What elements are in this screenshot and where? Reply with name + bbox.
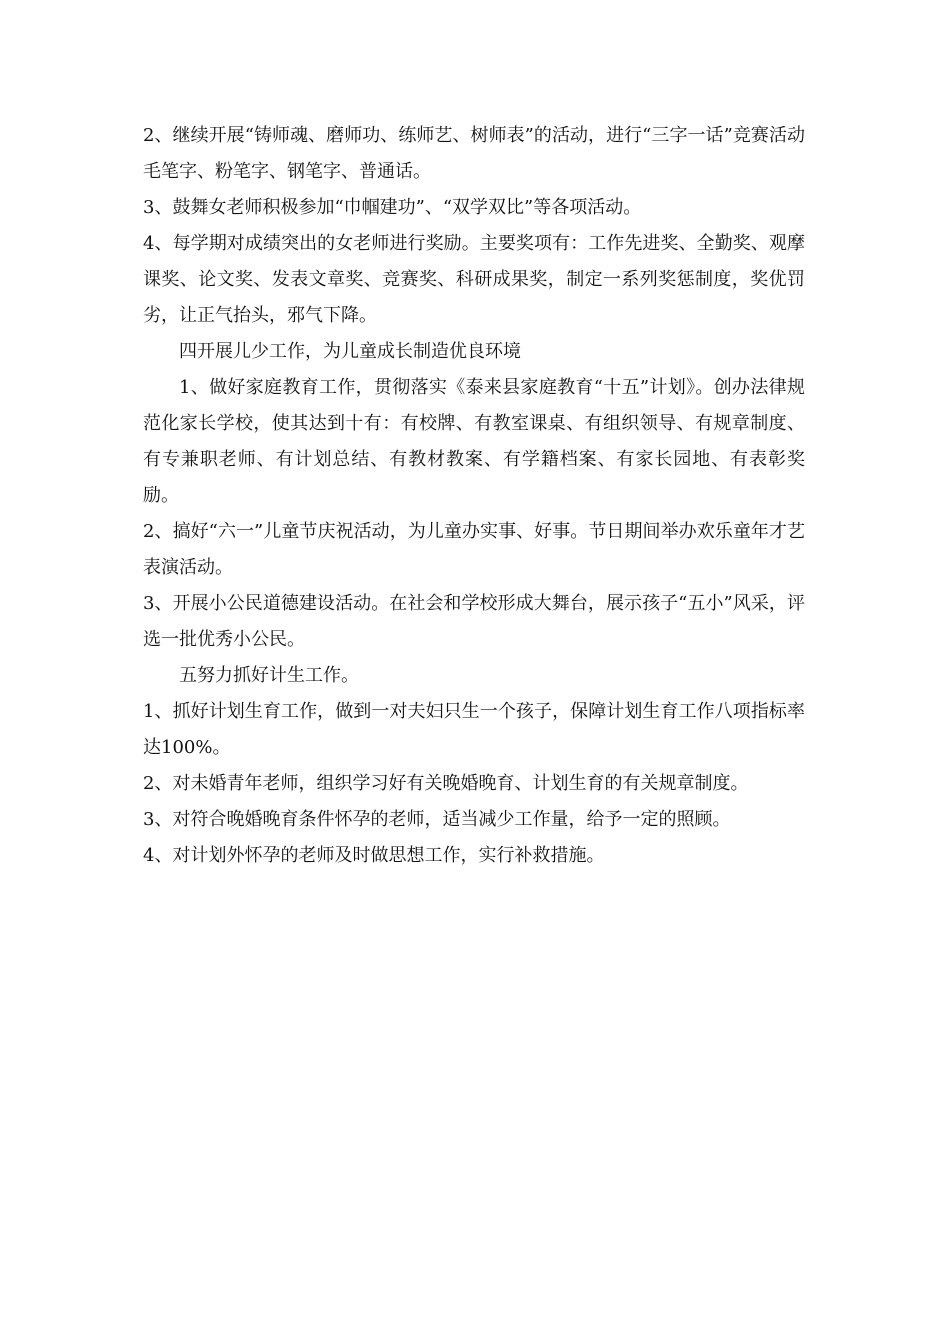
paragraph-5-3: 3、对符合晚婚晚育条件怀孕的老师，适当减少工作量，给予一定的照顾。	[143, 809, 731, 830]
paragraph-4-3: 3、开展小公民道德建设活动。在社会和学校形成大舞台，展示孩子“五小”风采，评选一批优秀小公民。	[143, 593, 805, 650]
paragraph-5-2: 2、对未婚青年老师，组织学习好有关晚婚晚育、计划生育的有关规章制度。	[143, 773, 749, 794]
document-page	[143, 118, 805, 874]
paragraph-3: 3、鼓舞女老师积极参加“巾帼建功”、“双学双比”等各项活动。	[143, 197, 642, 218]
paragraph-4-1: 1、做好家庭教育工作，贯彻落实《泰来县家庭教育“十五”计划》。创办法律规范化家长学校，使其达到十有：有校牌、有教室课桌、有组织领导、有规章制度、有专兼职老师、有计划总结、有教材教案、有学籍档案、有家长园地、有表彰奖励。	[143, 377, 805, 506]
paragraph-5-4: 4、对计划外怀孕的老师及时做思想工作，实行补救措施。	[143, 845, 605, 866]
section-heading-4: 四开展儿少工作，为儿童成长制造优良环境	[179, 341, 521, 362]
paragraph-5-1: 1、抓好计划生育工作，做到一对夫妇只生一个孩子，保障计划生育工作八项指标率达100%。	[143, 701, 805, 758]
paragraph-2: 2、继续开展“铸师魂、磨师功、练师艺、树师表”的活动，进行“三字一话”竞赛活动毛笔字、粉笔字、钢笔字、普通话。	[143, 125, 805, 182]
paragraph-4-2: 2、搞好“六一”儿童节庆祝活动，为儿童办实事、好事。节日期间举办欢乐童年才艺表演活动。	[143, 521, 805, 578]
paragraph-4: 4、每学期对成绩突出的女老师进行奖励。主要奖项有：工作先进奖、全勤奖、观摩课奖、论文奖、发表文章奖、竞赛奖、科研成果奖，制定一系列奖惩制度，奖优罚劣，让正气抬头，邪气下降。	[143, 233, 805, 326]
section-heading-5: 五努力抓好计生工作。	[179, 665, 359, 686]
